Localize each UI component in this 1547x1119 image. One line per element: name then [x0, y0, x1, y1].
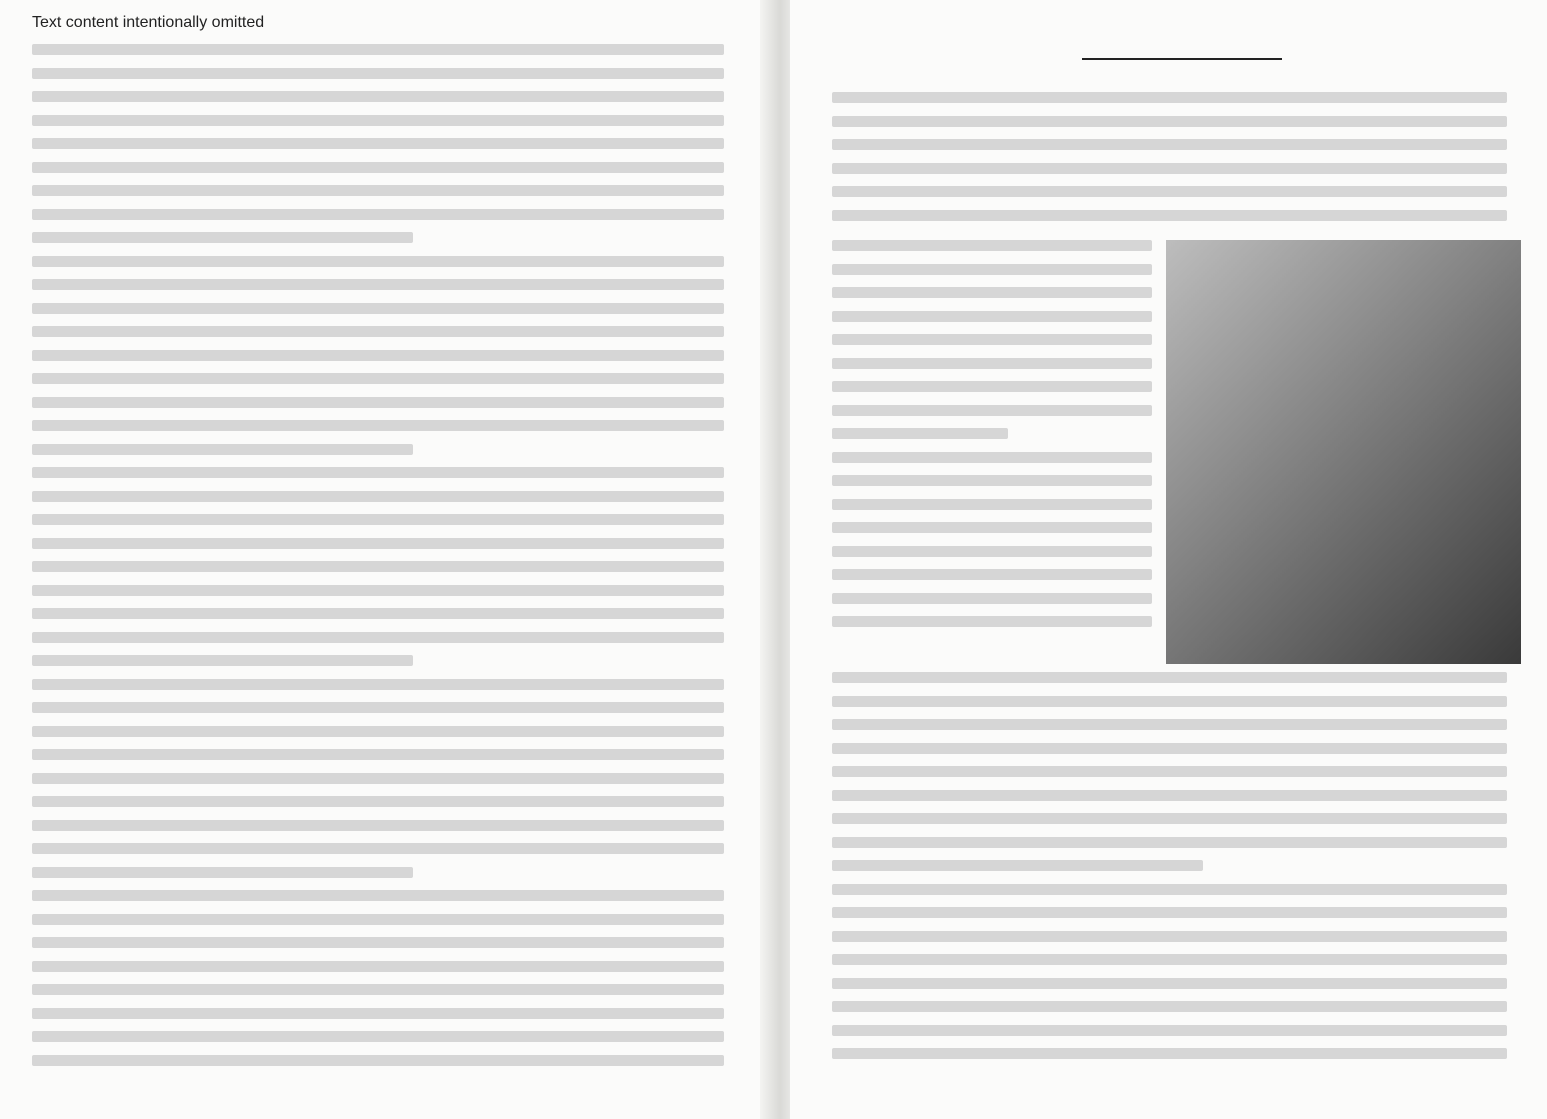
text-line-placeholder [832, 240, 1152, 251]
text-line-placeholder [32, 937, 724, 948]
text-line-placeholder [32, 843, 724, 854]
text-line-placeholder [832, 381, 1152, 392]
text-line-placeholder [832, 334, 1152, 345]
text-line-placeholder [832, 884, 1507, 895]
text-line-placeholder [832, 452, 1152, 463]
text-line-placeholder [32, 984, 724, 995]
left-page [0, 0, 770, 1119]
text-line-placeholder [32, 185, 724, 196]
text-line-placeholder [32, 115, 724, 126]
text-line-placeholder [832, 163, 1507, 174]
text-line-placeholder [832, 475, 1152, 486]
text-line-placeholder [832, 696, 1507, 707]
text-line-placeholder [32, 138, 724, 149]
text-line-placeholder [832, 428, 1008, 439]
text-line-placeholder [32, 491, 724, 502]
text-line-placeholder [832, 743, 1507, 754]
text-line-placeholder [32, 514, 724, 525]
right-narrow-placeholder [832, 240, 1152, 640]
text-line-placeholder [32, 326, 724, 337]
text-line-placeholder [32, 1008, 724, 1019]
text-line-placeholder [32, 679, 724, 690]
text-line-placeholder [32, 655, 413, 666]
right-intro-placeholder [832, 92, 1507, 233]
text-line-placeholder [32, 867, 413, 878]
text-line-placeholder [32, 373, 724, 384]
redaction-note: Text content intentionally omitted [32, 14, 265, 31]
text-line-placeholder [832, 139, 1507, 150]
text-line-placeholder [832, 522, 1152, 533]
text-line-placeholder [32, 561, 724, 572]
text-line-placeholder [832, 790, 1507, 801]
text-line-placeholder [832, 264, 1152, 275]
text-line-placeholder [832, 405, 1152, 416]
text-line-placeholder [832, 978, 1507, 989]
text-line-placeholder [32, 702, 724, 713]
text-line-placeholder [832, 931, 1507, 942]
text-line-placeholder [832, 954, 1507, 965]
text-line-placeholder [832, 860, 1203, 871]
text-line-placeholder [32, 608, 724, 619]
text-line-placeholder [32, 773, 724, 784]
photo-placeholder [1166, 240, 1521, 664]
text-line-placeholder [832, 837, 1507, 848]
text-line-placeholder [832, 813, 1507, 824]
text-line-placeholder [832, 1001, 1507, 1012]
text-line-placeholder [32, 1031, 724, 1042]
text-line-placeholder [832, 311, 1152, 322]
text-line-placeholder [32, 444, 413, 455]
text-line-placeholder [32, 44, 724, 55]
article-title-placeholder [1082, 38, 1282, 60]
text-line-placeholder [832, 616, 1152, 627]
text-line-placeholder [32, 350, 724, 361]
text-line-placeholder [832, 287, 1152, 298]
text-line-placeholder [32, 632, 724, 643]
text-line-placeholder [832, 766, 1507, 777]
text-line-placeholder [832, 672, 1507, 683]
text-line-placeholder [832, 499, 1152, 510]
text-line-placeholder [32, 890, 724, 901]
text-line-placeholder [32, 538, 724, 549]
text-line-placeholder [32, 961, 724, 972]
text-line-placeholder [32, 397, 724, 408]
text-line-placeholder [32, 303, 724, 314]
text-line-placeholder [32, 162, 724, 173]
text-line-placeholder [32, 796, 724, 807]
left-text-placeholder [32, 44, 724, 1078]
text-line-placeholder [832, 92, 1507, 103]
text-line-placeholder [832, 1025, 1507, 1036]
text-line-placeholder [832, 719, 1507, 730]
text-line-placeholder [32, 749, 724, 760]
text-line-placeholder [32, 585, 724, 596]
text-line-placeholder [832, 186, 1507, 197]
text-line-placeholder [32, 726, 724, 737]
text-line-placeholder [32, 256, 724, 267]
text-line-placeholder [32, 820, 724, 831]
text-line-placeholder [832, 358, 1152, 369]
text-line-placeholder [32, 1055, 724, 1066]
text-line-placeholder [32, 914, 724, 925]
text-line-placeholder [32, 420, 724, 431]
text-line-placeholder [832, 569, 1152, 580]
right-bottom-placeholder [832, 672, 1507, 1072]
text-line-placeholder [832, 210, 1507, 221]
text-line-placeholder [32, 279, 724, 290]
text-line-placeholder [32, 209, 724, 220]
text-line-placeholder [32, 232, 413, 243]
text-line-placeholder [832, 1048, 1507, 1059]
right-page [790, 0, 1547, 1119]
text-line-placeholder [832, 593, 1152, 604]
text-line-placeholder [32, 91, 724, 102]
text-line-placeholder [32, 68, 724, 79]
text-line-placeholder [32, 467, 724, 478]
text-line-placeholder [832, 546, 1152, 557]
text-line-placeholder [832, 116, 1507, 127]
text-line-placeholder [832, 907, 1507, 918]
